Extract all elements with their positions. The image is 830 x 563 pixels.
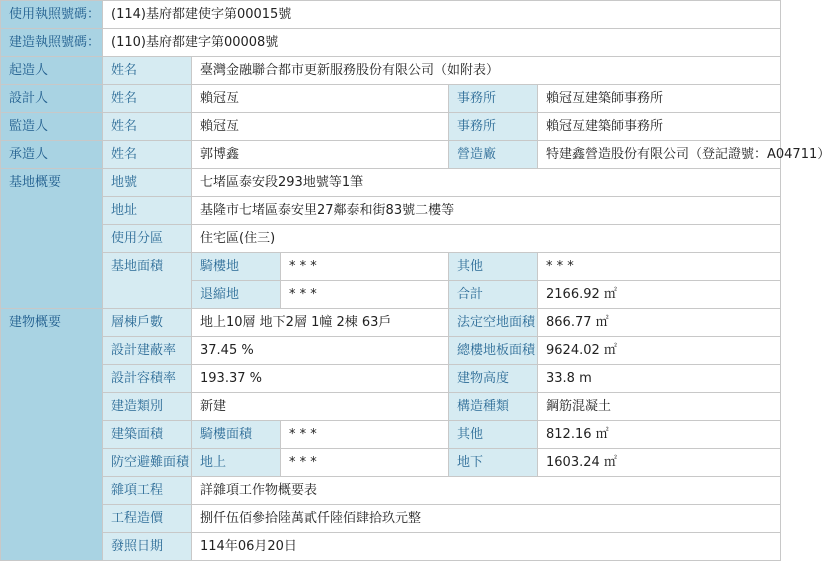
building-floors: 地上10層 地下2層 1幢 2棟 63戶 xyxy=(192,309,449,337)
site-total-label: 合計 xyxy=(449,281,538,309)
building-structure-label: 構造種類 xyxy=(449,393,538,421)
row-building-coverage xyxy=(1,337,781,365)
building-other-label: 其他 xyxy=(449,421,538,449)
contractor-name-label: 姓名 xyxy=(103,141,192,169)
building-arcade-area: * * * xyxy=(281,421,449,449)
building-height: 33.8 m xyxy=(538,365,781,393)
site-section: 基地概要 xyxy=(1,169,103,309)
row-supervisor xyxy=(1,113,781,141)
building-floor-area: 9624.02 ㎡ xyxy=(538,337,781,365)
contractor-firm-label: 營造廠 xyxy=(449,141,538,169)
designer-section: 設計人 xyxy=(1,85,103,113)
contractor-name: 郭博鑫 xyxy=(192,141,449,169)
building-height-label: 建物高度 xyxy=(449,365,538,393)
designer-name-label: 姓名 xyxy=(103,85,192,113)
building-far: 193.37 % xyxy=(192,365,449,393)
supervisor-name: 賴冠亙 xyxy=(192,113,449,141)
site-other: * * * xyxy=(538,253,781,281)
designer-office: 賴冠亙建築師事務所 xyxy=(538,85,781,113)
site-setback: * * * xyxy=(281,281,449,309)
building-other: 812.16 ㎡ xyxy=(538,421,781,449)
build-permit-label: 建造執照號碼： xyxy=(1,29,103,57)
site-other-label: 其他 xyxy=(449,253,538,281)
designer-name: 賴冠亙 xyxy=(192,85,449,113)
building-below: 1603.24 ㎡ xyxy=(538,449,781,477)
site-lot-label: 地號 xyxy=(103,169,192,197)
owner-section: 起造人 xyxy=(1,57,103,85)
row-site-zoning xyxy=(1,225,781,253)
building-below-label: 地下 xyxy=(449,449,538,477)
building-issue-label: 發照日期 xyxy=(103,533,192,561)
row-owner xyxy=(1,57,781,85)
site-area-label: 基地面積 xyxy=(103,253,192,309)
site-arcade: * * * xyxy=(281,253,449,281)
row-building-floors xyxy=(1,309,781,337)
build-permit-value: (110)基府都建字第00008號 xyxy=(103,29,781,57)
site-total: 2166.92 ㎡ xyxy=(538,281,781,309)
site-address-label: 地址 xyxy=(103,197,192,225)
row-building-cost xyxy=(1,505,781,533)
building-type: 新建 xyxy=(192,393,449,421)
supervisor-office: 賴冠亙建築師事務所 xyxy=(538,113,781,141)
site-arcade-label: 騎樓地 xyxy=(192,253,281,281)
owner-name: 臺灣金融聯合都市更新服務股份有限公司（如附表） xyxy=(192,57,781,85)
building-open-space: 866.77 ㎡ xyxy=(538,309,781,337)
usage-permit-value: (114)基府都建使字第00015號 xyxy=(103,1,781,29)
building-floors-label: 層棟戶數 xyxy=(103,309,192,337)
row-site-area-1 xyxy=(1,253,781,281)
row-building-type xyxy=(1,393,781,421)
row-building-issue xyxy=(1,533,781,561)
contractor-firm: 特建鑫營造股份有限公司（登記證號：A04711） xyxy=(538,141,781,169)
building-cost-label: 工程造價 xyxy=(103,505,192,533)
building-above: * * * xyxy=(281,449,449,477)
building-coverage-label: 設計建蔽率 xyxy=(103,337,192,365)
row-build-permit xyxy=(1,29,781,57)
building-misc: 詳雜項工作物概要表 xyxy=(192,477,781,505)
row-building-shelter xyxy=(1,449,781,477)
supervisor-office-label: 事務所 xyxy=(449,113,538,141)
supervisor-name-label: 姓名 xyxy=(103,113,192,141)
site-zoning-label: 使用分區 xyxy=(103,225,192,253)
building-floor-area-label: 總樓地板面積 xyxy=(449,337,538,365)
building-arcade-area-label: 騎樓面積 xyxy=(192,421,281,449)
building-misc-label: 雜項工程 xyxy=(103,477,192,505)
owner-name-label: 姓名 xyxy=(103,57,192,85)
building-open-space-label: 法定空地面積 xyxy=(449,309,538,337)
designer-office-label: 事務所 xyxy=(449,85,538,113)
row-building-area xyxy=(1,421,781,449)
building-section: 建物概要 xyxy=(1,309,103,561)
building-far-label: 設計容積率 xyxy=(103,365,192,393)
building-coverage: 37.45 % xyxy=(192,337,449,365)
row-building-far xyxy=(1,365,781,393)
row-site-lot xyxy=(1,169,781,197)
building-issue: 114年06月20日 xyxy=(192,533,781,561)
building-cost: 捌仟伍佰參拾陸萬貳仟陸佰肆拾玖元整 xyxy=(192,505,781,533)
site-lot: 七堵區泰安段293地號等1筆 xyxy=(192,169,781,197)
row-designer xyxy=(1,85,781,113)
building-shelter-label: 防空避難面積 xyxy=(103,449,192,477)
row-site-address xyxy=(1,197,781,225)
building-build-area-label: 建築面積 xyxy=(103,421,192,449)
building-structure: 鋼筋混凝土 xyxy=(538,393,781,421)
site-zoning: 住宅區(住三) xyxy=(192,225,781,253)
row-usage-permit xyxy=(1,1,781,29)
row-building-misc xyxy=(1,477,781,505)
site-address: 基隆市七堵區泰安里27鄰泰和街83號二樓等 xyxy=(192,197,781,225)
row-contractor xyxy=(1,141,781,169)
building-type-label: 建造類別 xyxy=(103,393,192,421)
contractor-section: 承造人 xyxy=(1,141,103,169)
building-above-label: 地上 xyxy=(192,449,281,477)
usage-permit-label: 使用執照號碼： xyxy=(1,1,103,29)
supervisor-section: 監造人 xyxy=(1,113,103,141)
site-setback-label: 退縮地 xyxy=(192,281,281,309)
